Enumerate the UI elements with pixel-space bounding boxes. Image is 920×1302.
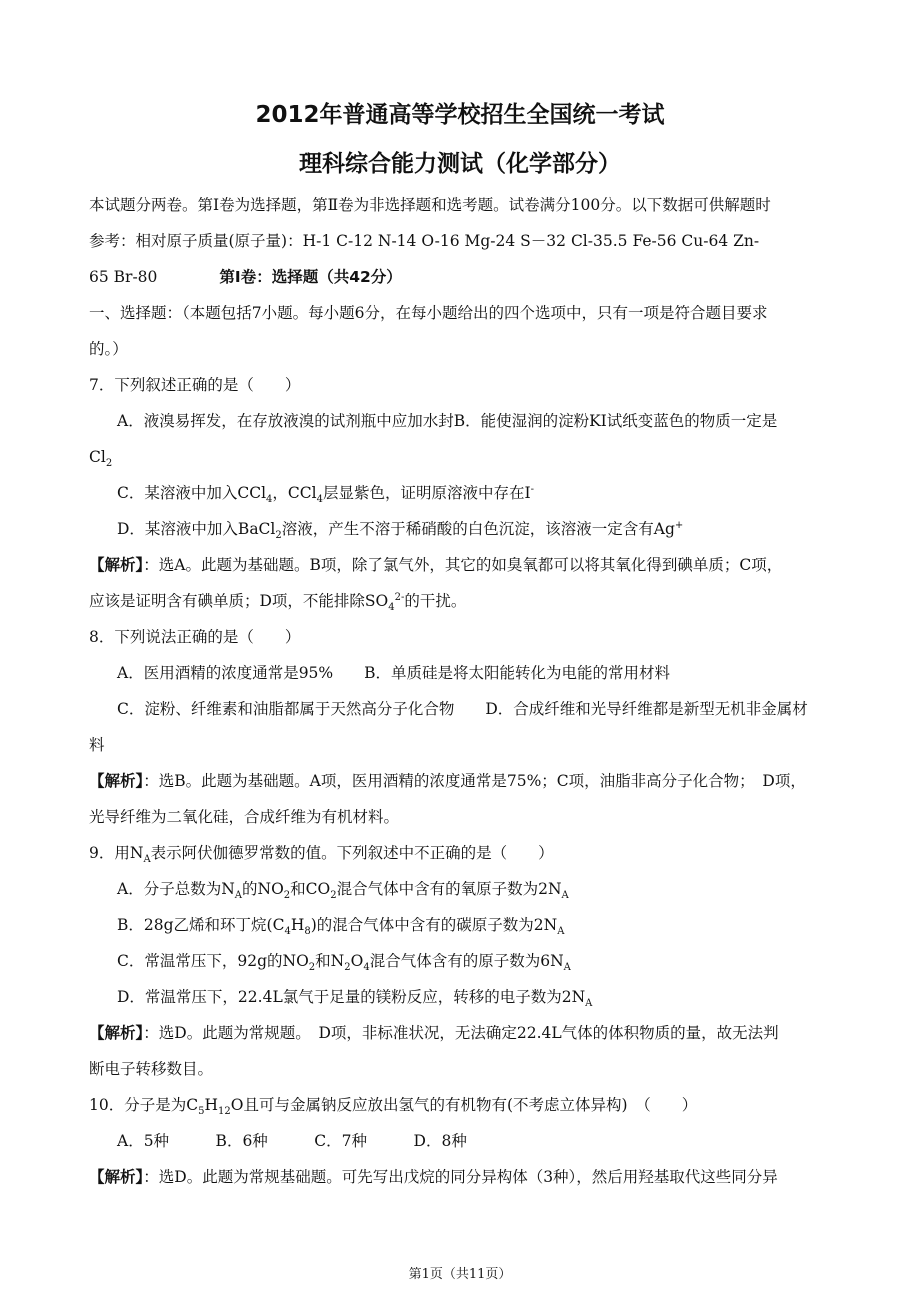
q8-stem: 8．下列说法正确的是（ ） — [89, 628, 301, 646]
q9-stem-sub: A — [143, 854, 151, 866]
q9-analysis-1 — [89, 1023, 779, 1043]
q8-option-ab: A．医用酒精的浓度通常是95% B．单质硅是将太阳能转化为电能的常用材料 — [117, 664, 671, 682]
q9b-a: B．28g乙烯和环丁烷(C — [117, 916, 285, 934]
intro-line-1: 本试题分两卷。第Ⅰ卷为选择题，第Ⅱ卷为非选择题和选考题。试卷满分100分。以下数据可供解题时 — [89, 196, 771, 214]
q8-analysis-label: 【解析】 — [89, 772, 144, 790]
q7-an2-b: 的干扰。 — [404, 592, 467, 610]
q9a-b: 的NO — [242, 880, 284, 898]
q7-analysis-label: 【解析】 — [89, 556, 144, 574]
q10-stem-s2: 12 — [218, 1106, 231, 1118]
q7-analysis-2 — [89, 591, 467, 614]
q9c-d: 混合气体含有的原子数为6N — [369, 952, 564, 970]
q9c-s4: A — [563, 962, 571, 974]
q7-stem: 7．下列叙述正确的是（ ） — [89, 376, 301, 394]
intro-line-3 — [89, 267, 402, 287]
q9c-c: O — [350, 952, 364, 970]
q7-cl-sub: 2 — [105, 458, 113, 470]
q9a-s2: 2 — [283, 890, 291, 902]
q7c-a: C．某溶液中加入CCl — [117, 484, 267, 502]
page-footer: 第1页（共11页） — [408, 1267, 512, 1282]
q10-stem-c: O且可与金属钠反应放出氢气的有机物有(不考虑立体异构) （ ） — [230, 1096, 698, 1114]
instructions-line-2: 的。） — [89, 340, 128, 358]
intro-line-2: 参考：相对原子质量(原子量)：H-1 C-12 N-14 O-16 Mg-24 S－32 Cl-35.5 Fe-56 Cu-64 Zn- — [89, 232, 760, 250]
q7-an2-a: 应该是证明含有碘单质；D项，不能排除SO — [89, 592, 389, 610]
q10-stem-b: H — [204, 1096, 218, 1114]
q9a-d: 混合气体中含有的氧原子数为2N — [336, 880, 562, 898]
exam-title: 2012年普通高等学校招生全国统一考试 — [255, 102, 665, 128]
q7c-b: ，CCl — [272, 484, 317, 502]
q9b-s1: 4 — [284, 926, 291, 938]
q7-option-b-cont — [89, 447, 113, 470]
q9c-a: C．常温常压下，92g的NO — [117, 952, 309, 970]
q8-option-d-cont: 料 — [89, 736, 105, 754]
q10-analysis-text-1: ：选D。此题为常规基础题。可先写出戊烷的同分异构体（3种），然后用羟基取代这些同分异 — [143, 1168, 778, 1186]
q9b-s2: 8 — [304, 926, 311, 938]
q9c-b: 和N — [315, 952, 345, 970]
instructions-line-1: 一、选择题：（本题包括7小题。每小题6分，在每小题给出的四个选项中，只有一项是符合题目要求 — [89, 304, 768, 322]
q9d-s1: A — [585, 998, 593, 1010]
q7-option-c — [117, 483, 534, 506]
q8-analysis-1 — [89, 771, 806, 791]
q10-stem-a: 10．分子是为C — [89, 1096, 199, 1114]
q7c-sup: - — [530, 483, 534, 495]
q9c-s2: 2 — [344, 962, 351, 974]
q7c-s1: 4 — [266, 494, 273, 506]
q7-an2-sup: 2- — [394, 591, 405, 603]
q7-analysis-1 — [89, 555, 782, 575]
q9a-s3: 2 — [330, 890, 337, 902]
q9-option-b — [117, 915, 565, 938]
q7c-s2: 4 — [316, 494, 323, 506]
q9a-s4: A — [561, 890, 569, 902]
q9a-s1: A — [234, 890, 242, 902]
q9-option-c — [117, 951, 571, 974]
q8-analysis-2: 光导纤维为二氧化硅，合成纤维为有机材料。 — [89, 808, 400, 826]
q7-analysis-text-1: ：选A。此题为基础题。B项，除了氯气外，其它的如臭氧都可以将其氧化得到碘单质；C项， — [143, 556, 783, 574]
q9-analysis-text-1: ：选D。此题为常规题。 D项，非标准状况，无法确定22.4L气体的体积物质的量，故无法判 — [143, 1024, 779, 1042]
intro-line-3-text: 65 Br-80 — [89, 268, 158, 286]
q9a-c: 和CO — [290, 880, 331, 898]
q9c-s3: 4 — [363, 962, 370, 974]
q9-stem — [89, 843, 554, 866]
q7c-c: 层显紫色，证明原溶液中存在I — [322, 484, 531, 502]
q7-an2-sub: 4 — [388, 602, 395, 614]
q7d-a: D．某溶液中加入BaCl — [117, 520, 276, 538]
section-title: 第Ⅰ卷：选择题（共42分） — [219, 268, 402, 286]
q7-cl: Cl — [89, 448, 106, 466]
q9-option-a — [117, 879, 569, 902]
q9b-b: H — [290, 916, 305, 934]
q9-analysis-label: 【解析】 — [89, 1024, 144, 1042]
q7-option-d — [117, 519, 684, 542]
q8-option-cd: C．淀粉、纤维素和油脂都属于天然高分子化合物 D．合成纤维和光导纤维都是新型无机非金属材 — [117, 700, 808, 718]
q7d-sub: 2 — [275, 530, 282, 542]
q9-option-d — [117, 987, 593, 1010]
q9-stem-b: 表示阿伏伽德罗常数的值。下列叙述中不正确的是（ ） — [150, 844, 554, 862]
q7-option-ab: A．液溴易挥发，在存放液溴的试剂瓶中应加水封B．能使湿润的淀粉KI试纸变蓝色的物质一定是 — [117, 412, 778, 430]
q10-analysis-1 — [89, 1167, 778, 1187]
q10-analysis-label: 【解析】 — [89, 1168, 144, 1186]
q9d-a: D．常温常压下，22.4L氯气于足量的镁粉反应，转移的电子数为2N — [117, 988, 586, 1006]
q9b-s3: A — [557, 926, 565, 938]
q9b-c: )的混合气体中含有的碳原子数为2N — [310, 916, 558, 934]
q9-stem-a: 9．用N — [89, 844, 144, 862]
q10-stem — [89, 1095, 698, 1118]
q7d-sup: + — [674, 519, 684, 531]
q10-options: A．5种 B．6种 C．7种 D．8种 — [117, 1132, 467, 1150]
exam-subtitle: 理科综合能力测试（化学部分） — [299, 151, 621, 177]
q9c-s1: 2 — [308, 962, 316, 974]
q10-stem-s1: 5 — [198, 1106, 205, 1118]
q9a-a: A．分子总数为N — [117, 880, 235, 898]
q8-analysis-text-1: ：选B。此题为基础题。A项，医用酒精的浓度通常是75%；C项，油脂非高分子化合物； D项， — [143, 772, 806, 790]
q9-analysis-2: 断电子转移数目。 — [89, 1060, 214, 1078]
q7d-b: 溶液，产生不溶于稀硝酸的白色沉淀，该溶液一定含有Ag — [281, 520, 675, 538]
